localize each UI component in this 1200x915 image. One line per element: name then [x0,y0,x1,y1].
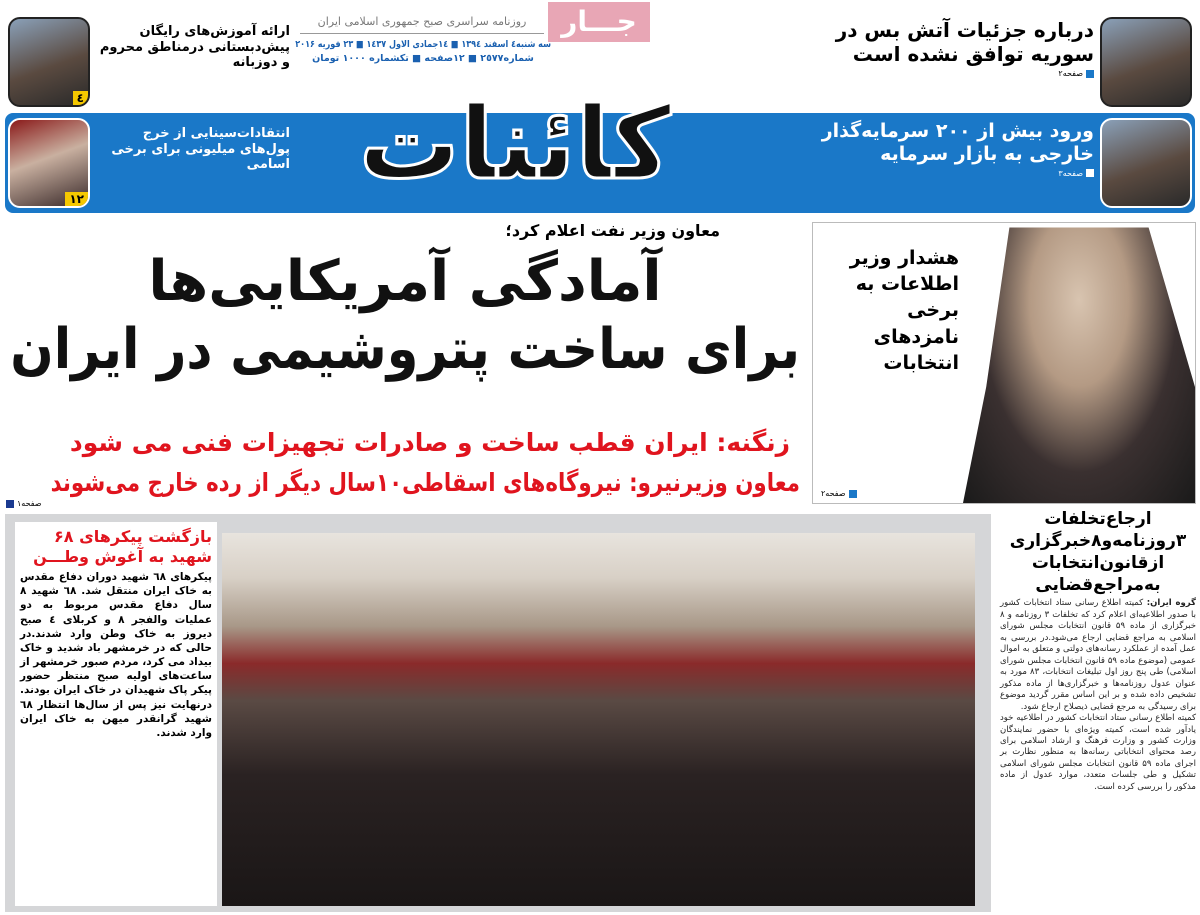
lead-subhead-1: زنگنه: ایران قطب ساخت و صادرات تجهیزات فنی می شود [69,428,791,457]
zarif-photo [1100,17,1192,107]
minister-photo [963,213,1195,503]
photo-story-text [15,522,217,906]
page-badge: ١٢ [65,192,88,206]
photo-story-body: پیکرهای ٦٨ شهید دوران دفاع مقدس به خاک ایران منتقل شد. ٦٨ شهید ٨ سال دفاع مقدس مربوط به دو عملیات والفجر ٨ و کربلای ٤ صبح دیروز به خاک وطن وارد شدند.در حالی که در خرمشهر باد شدید و خاک بیداد می کرد، مردم صبور خرمشهر از ساعت‌های اولیه صبح منتظر حضور پیکر پاک شهیدان در خاک ایران بودند. درنهایت نیز پس از سال‌ها انتظار ٦٨ شهید گرانقدر میهن به خاک ایران وارد شدند. [20,571,212,739]
teaser-cinema[interactable]: انتقادات‌سینایی از خرج پول‌های میلیونی برای برخی اسامی [111,126,290,173]
page-badge: ٤ [73,91,88,105]
page-marker-icon [1086,70,1094,78]
dateline [295,38,551,66]
lead-kicker: معاون وزیر نفت اعلام کرد؛ [505,221,720,240]
page-marker-icon [849,490,857,498]
page-marker-icon [1086,169,1094,177]
cinema-photo [8,118,90,208]
teaser-ceasefire[interactable]: درباره جزئیات آتش بس در سوریه توافق نشده است [835,18,1094,66]
newspaper-logo: کائنات [358,85,672,202]
page-ref: صفحه۲ [1058,69,1094,78]
lead-subhead-2: معاون وزیرنیرو: نیروگاه‌های اسقاطی۱۰سال دیگر از رده خارج می‌شوند [50,468,800,497]
page-ref: صفحه۲ [821,489,857,498]
photo-story-title: بازگشت پیکرهای ۶۸ شهید به آغوش وطـــن [33,527,212,566]
election-story-title[interactable]: ارجاع‌تخلفات ۳روزنامه‌و۸خبرگزاری ازقانون‌انتخابات به‌مراجع‌قضایی [1009,509,1187,596]
teaser-investors-block [794,120,1094,178]
masthead-subtitle: روزنامه سراسری صبح جمهوری اسلامی ایران [300,14,544,34]
page-ref: صفحه۱ [6,499,42,508]
teaser-education[interactable]: ارائه آموزش‌های رایگان پیش‌دبستانی درمناطق محروم و دوزبانه [99,24,290,71]
education-photo [8,17,90,107]
warning-box[interactable] [812,222,1196,504]
page-ref: صفحه۳ [1058,169,1094,178]
martyrs-return-photo [222,533,975,906]
teaser-investors[interactable]: ورود بیش از ۲۰۰ سرمایه‌گذار خارجی به بازار سرمایه [821,120,1094,165]
lead-headline[interactable] [10,248,800,384]
stamp-label: جـــار [548,2,650,42]
headline-line-1: آمادگی آمریکایی‌ها [148,249,662,314]
warning-title: هشدار وزیر اطلاعات به برخی نامزدهای انتخابات [849,247,959,374]
teaser-ceasefire-block [794,18,1094,78]
issue-text: شماره٢٥٧٧ ■ ١٢صفحه ■ تکشماره ١٠٠٠ تومان [312,53,534,64]
date-text: سه شنبه٤ اسفند ١٣٩٤ ■ ١٤جمادی الاول ١٤٣٧ ■ ٢٣ فوریه ٢٠١۶ [295,39,551,50]
election-story-para-2: کمیته اطلاع رسانی ستاد انتخابات کشور در اطلاعیه خود یادآور شده است، کمیته ویژه‌ای با حضور نمایندگان وزارت کشور و وزارت فرهنگ و ارشاد اسلامی برای رصد محتوای انتخاباتی رسانه‌ها به منظور نظارت بر اجرای ماده ۵۹ قانون انتخابات مجلس شورای اسلامی تشکیل و طی جلسات متعدد، موارد عدول از ماده مذکور را بررسی کرده است. [1000,713,1196,792]
election-story-para-1: گروه ایران: کمیته اطلاع رسانی ستاد انتخابات کشور با صدور اطلاعیه‌ای اعلام کرد که تخلفات ۳ روزنامه و ۸ خبرگزاری از ماده ۵۹ قانون انتخابات مجلس شورای اسلامی به مراجع قضایی ارجاع می‌شود.در بررسی به عمل آمده از عملکرد رسانه‌های دولتی و متعلق به اموال عمومی (موضوع ماده ۵۹ قانون انتخابات مجلس شورای اسلامی) طی پنج روز اول تبلیغات انتخابات، ۸۳ مورد به عنوان عدول روزنامه‌ها و خبرگزاری‌ها از ماده مذکور تشخیص داده شده و بر این اساس مقرر گردید موضوع برای رسیدگی به مرجع قضایی ذیصلاح ارجاع شود. [1000,598,1197,712]
election-story [1000,508,1196,793]
headline-line-2: برای ساخت پتروشیمی در ایران [10,317,800,382]
page-marker-icon [6,500,14,508]
investor-photo [1100,118,1192,208]
